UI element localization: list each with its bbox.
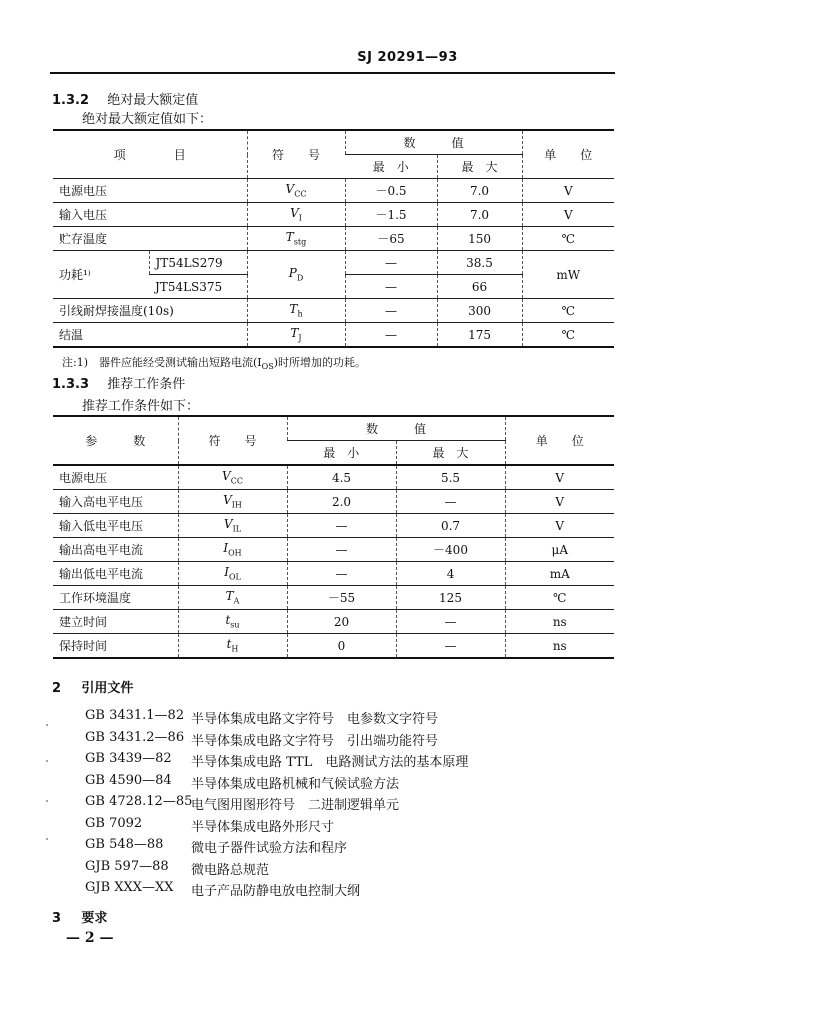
row-min: — xyxy=(345,251,437,275)
row-min: — xyxy=(287,514,396,538)
section-number: 1.3.3 xyxy=(52,377,90,392)
row-min: 4.5 xyxy=(287,465,396,490)
row-item: 贮存温度 xyxy=(53,227,247,251)
reference-code: GJB 597—88 xyxy=(85,858,169,874)
row-symbol: $T_{stg}$ xyxy=(247,227,345,251)
row-max: 4 xyxy=(396,562,505,586)
row-unit: V xyxy=(522,203,614,227)
row-max: 7.0 xyxy=(437,203,522,227)
table-row xyxy=(53,538,614,562)
table-row xyxy=(53,323,614,348)
row-item: 输入电压 xyxy=(53,203,247,227)
header-value: 数 值 xyxy=(345,130,522,155)
row-max: 38.5 xyxy=(437,251,522,275)
row-symbol: $V_{CC}$ xyxy=(247,179,345,203)
section-title: 推荐工作条件 xyxy=(107,377,186,392)
section-title: 引用文件 xyxy=(81,681,134,696)
header-symbol: 符 号 xyxy=(247,130,345,179)
header-max: 最 大 xyxy=(396,441,505,466)
row-unit: mA xyxy=(505,562,614,586)
table-row xyxy=(53,227,614,251)
row-param: 工作环境温度 xyxy=(53,586,178,610)
header-param: 参 数 xyxy=(53,416,178,465)
reference-title: 半导体集成电路 TTL 电路测试方法的基本原理 xyxy=(191,755,469,770)
row-param: 输出高电平电流 xyxy=(53,538,178,562)
row-symbol: $I_{OH}$ xyxy=(178,538,287,562)
reference-code: GB 4728.12—85 xyxy=(85,794,193,809)
row-max: 5.5 xyxy=(396,465,505,490)
reference-code: GB 7092 xyxy=(85,815,143,831)
section-3-heading xyxy=(52,907,107,926)
table-row xyxy=(53,490,614,514)
reference-code: GB 3431.2—86 xyxy=(85,729,185,745)
table-row xyxy=(53,562,614,586)
table-row xyxy=(53,514,614,538)
row-min: — xyxy=(345,299,437,323)
header-symbol: 符 号 xyxy=(178,416,287,465)
reference-code: GB 3439—82 xyxy=(85,751,172,766)
section-number: 2 xyxy=(52,681,62,696)
section-1-3-2-heading xyxy=(52,89,198,108)
row-param: 保持时间 xyxy=(53,634,178,659)
table-row xyxy=(53,203,614,227)
row-min: 2.0 xyxy=(287,490,396,514)
section-title: 绝对最大额定值 xyxy=(107,93,199,108)
header-min: 最 小 xyxy=(345,155,437,179)
row-max: 150 xyxy=(437,227,522,251)
row-max: 300 xyxy=(437,299,522,323)
reference-title: 半导体集成电路文字符号 引出端功能符号 xyxy=(191,733,439,749)
row-symbol: $V_I$ xyxy=(247,203,345,227)
table-row xyxy=(53,634,614,659)
header-max: 最 大 xyxy=(437,155,522,179)
row-unit: ns xyxy=(505,610,614,634)
row-max: 7.0 xyxy=(437,179,522,203)
reference-code: GB 548—88 xyxy=(85,837,164,852)
reference-title: 半导体集成电路文字符号 电参数文字符号 xyxy=(191,712,439,727)
margin-mark xyxy=(46,800,48,802)
row-symbol: $t_{su}$ xyxy=(178,610,287,634)
row-max: 66 xyxy=(437,275,522,299)
margin-mark xyxy=(46,724,48,726)
header-min: 最 小 xyxy=(287,441,396,466)
row-item: 结温 xyxy=(53,323,247,348)
row-unit: ℃ xyxy=(522,227,614,251)
section-number: 1.3.2 xyxy=(52,93,90,108)
table-row xyxy=(53,179,614,203)
row-unit: V xyxy=(505,465,614,490)
header-unit: 单 位 xyxy=(522,130,614,179)
row-item: 功耗¹⁾ xyxy=(53,251,149,299)
reference-title: 电子产品防静电放电控制大纲 xyxy=(191,884,361,899)
row-unit: V xyxy=(522,179,614,203)
reference-code: GJB XXX—XX xyxy=(85,880,174,895)
row-min: — xyxy=(345,323,437,348)
row-unit: ns xyxy=(505,634,614,659)
row-max: －400 xyxy=(396,538,505,562)
row-param: 电源电压 xyxy=(53,465,178,490)
row-item: 电源电压 xyxy=(53,179,247,203)
row-min: －65 xyxy=(345,227,437,251)
row-min: — xyxy=(345,275,437,299)
margin-mark xyxy=(46,760,48,762)
row-max: — xyxy=(396,490,505,514)
header-value: 数 值 xyxy=(287,416,505,441)
reference-title: 半导体集成电路机械和气候试验方法 xyxy=(191,776,400,792)
row-unit: V xyxy=(505,514,614,538)
row-param: 输入低电平电压 xyxy=(53,514,178,538)
row-min: －55 xyxy=(287,586,396,610)
page-number: — 2 — xyxy=(66,930,114,946)
header-rule xyxy=(50,72,615,74)
row-max: 0.7 xyxy=(396,514,505,538)
reference-title: 微电子器件试验方法和程序 xyxy=(191,841,348,856)
row-min: －0.5 xyxy=(345,179,437,203)
absolute-max-ratings-table xyxy=(53,129,614,348)
row-max: 125 xyxy=(396,586,505,610)
section-intro: 绝对最大额定值如下： xyxy=(82,112,213,127)
reference-title: 半导体集成电路外形尺寸 xyxy=(191,819,335,835)
row-max: — xyxy=(396,634,505,659)
table-row xyxy=(53,299,614,323)
section-2-heading xyxy=(52,677,133,696)
row-param: 输出低电平电流 xyxy=(53,562,178,586)
row-min: 0 xyxy=(287,634,396,659)
section-1-3-3-heading xyxy=(52,373,185,392)
row-subitem: JT54LS375 xyxy=(149,275,247,299)
reference-code: GB 3431.1—82 xyxy=(85,708,185,723)
header-item: 项 目 xyxy=(53,130,247,179)
row-symbol: $P_D$ xyxy=(247,251,345,299)
recommended-conditions-table xyxy=(53,415,614,659)
row-symbol: $V_{IH}$ xyxy=(178,490,287,514)
reference-code: GB 4590—84 xyxy=(85,772,172,788)
row-subitem: JT54LS279 xyxy=(149,251,247,275)
row-symbol: $V_{CC}$ xyxy=(178,465,287,490)
row-unit: μA xyxy=(505,538,614,562)
reference-title: 电气图用图形符号 二进制逻辑单元 xyxy=(191,798,400,813)
table-row xyxy=(53,251,614,275)
table-row xyxy=(53,465,614,490)
row-min: －1.5 xyxy=(345,203,437,227)
row-unit: ℃ xyxy=(505,586,614,610)
row-unit: ℃ xyxy=(522,323,614,348)
row-min: 20 xyxy=(287,610,396,634)
row-symbol: $t_H$ xyxy=(178,634,287,659)
section-intro: 推荐工作条件如下： xyxy=(82,399,200,414)
row-max: 175 xyxy=(437,323,522,348)
row-symbol: $T_h$ xyxy=(247,299,345,323)
row-unit: V xyxy=(505,490,614,514)
section-number: 3 xyxy=(52,911,62,926)
header-unit: 单 位 xyxy=(505,416,614,465)
row-symbol: $V_{IL}$ xyxy=(178,514,287,538)
row-item: 引线耐焊接温度(10s) xyxy=(53,299,247,323)
row-param: 建立时间 xyxy=(53,610,178,634)
row-symbol: $T_A$ xyxy=(178,586,287,610)
row-symbol: $I_{OL}$ xyxy=(178,562,287,586)
margin-mark xyxy=(46,838,48,840)
table-row xyxy=(53,610,614,634)
row-min: — xyxy=(287,538,396,562)
section-title: 要求 xyxy=(81,911,108,926)
document-header: SJ 20291—93 xyxy=(357,50,458,65)
row-max: — xyxy=(396,610,505,634)
table-footnote: 注:1) 器件应能经受测试输出短路电流$(I_{OS})$时所增加的功耗。 xyxy=(62,356,366,372)
table-row xyxy=(53,586,614,610)
row-param: 输入高电平电压 xyxy=(53,490,178,514)
row-min: — xyxy=(287,562,396,586)
row-symbol: $T_J$ xyxy=(247,323,345,348)
row-unit: ℃ xyxy=(522,299,614,323)
row-unit: mW xyxy=(522,251,614,299)
reference-title: 微电路总规范 xyxy=(191,862,270,878)
